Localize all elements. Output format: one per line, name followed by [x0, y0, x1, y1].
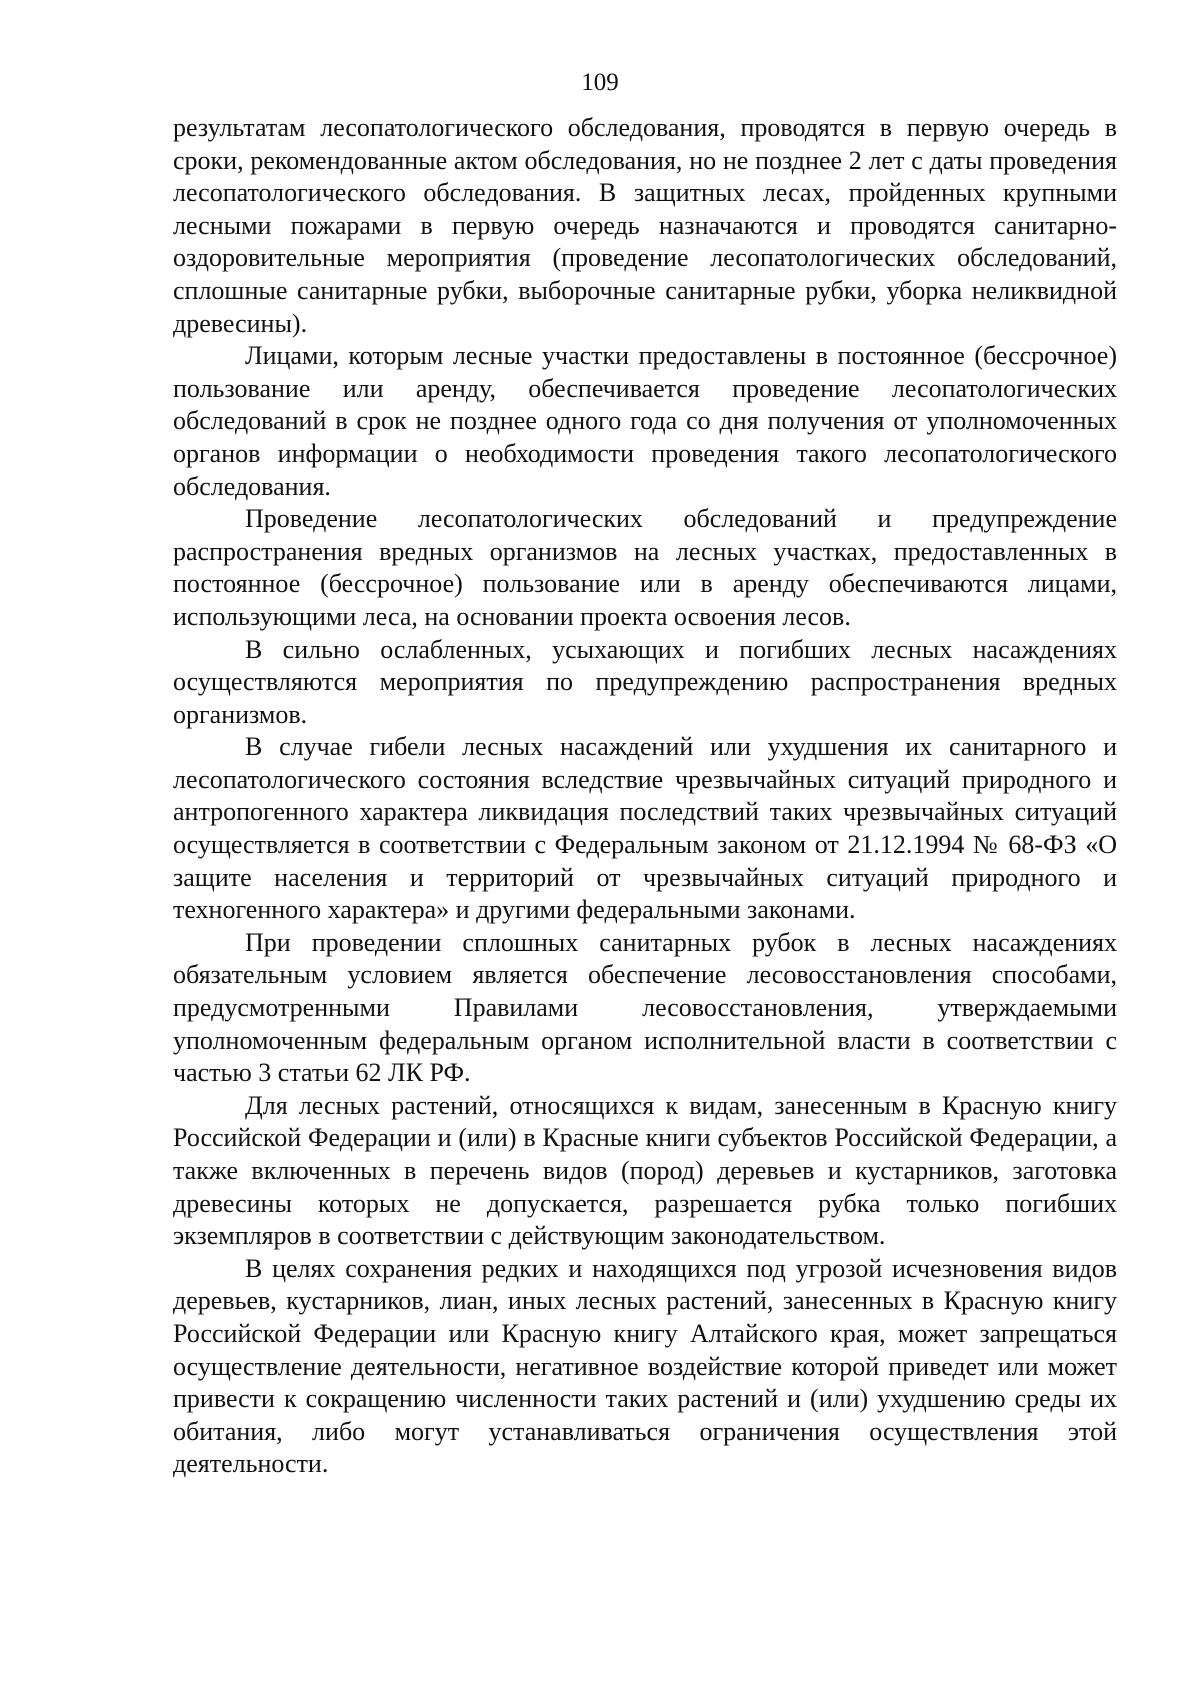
paragraph: Для лесных растений, относящихся к видам, занесенным в Красную книгу Российской Федерации и (или) в Красные книги субъектов Российской Федерации, а также включенных в перечень видов (пород) деревьев и кустарников, заготовка древесины которых не допускается, разрешается рубка только погибших экземпляров в соответствии с действующим законодательством. — [173, 1090, 1117, 1251]
paragraph: При проведении сплошных санитарных рубок в лесных насаждениях обязательным условием является обеспечение лесовосстановления способами, предусмотренными Правилами лесовосстановления, утверждаемыми уполномоченным федеральным органом исполнительной власти в соответствии с частью 3 статьи 62 ЛК РФ. — [173, 927, 1117, 1088]
document-body — [173, 112, 1117, 1481]
page-number: 109 — [581, 69, 619, 96]
paragraph: Лицами, которым лесные участки предоставлены в постоянное (бессрочное) пользование или аренду, обеспечивается проведение лесопатологических обследований в срок не позднее одного года со дня получения от уполномоченных органов информации о необходимости проведения такого лесопатологического обследования. — [173, 341, 1117, 501]
paragraph: В сильно ослабленных, усыхающих и погибших лесных насаждениях осуществляются мероприятия по предупреждению распространения вредных организмов. — [173, 634, 1117, 729]
paragraph-continuation: результатам лесопатологического обследования, проводятся в первую очередь в сроки, рекомендованные актом обследования, но не позднее 2 лет с даты проведения лесопатологического обследования. В защитных лесах, пройденных крупными лесными пожарами в первую очередь назначаются и проводятся санитарно-оздоровительные мероприятия (проведение лесопатологических обследований, сплошные санитарные рубки, выборочные санитарные рубки, уборка неликвидной древесины). — [173, 113, 1117, 338]
paragraph: Проведение лесопатологических обследований и предупреждение распространения вредных организмов на лесных участках, предоставленных в постоянное (бессрочное) пользование или в аренду обеспечиваются лицами, использующими леса, на основании проекта освоения лесов. — [173, 504, 1117, 631]
paragraph: В случае гибели лесных насаждений или ухудшения их санитарного и лесопатологического состояния вследствие чрезвычайных ситуаций природного и антропогенного характера ликвидация последствий таких чрезвычайных ситуаций осуществляется в соответствии с Федеральным законом от 21.12.1994 № 68-ФЗ «О защите населения и территорий от чрезвычайных ситуаций природного и техногенного характера» и другими федеральными законами. — [173, 732, 1117, 925]
paragraph: В целях сохранения редких и находящихся под угрозой исчезновения видов деревьев, кустарников, лиан, иных лесных растений, занесенных в Красную книгу Российской Федерации или Красную книгу Алтайского края, может запрещаться осуществление деятельности, негативное воздействие которой приведет или может привести к сокращению численности таких растений и (или) ухудшению среды их обитания, либо могут устанавливаться ограничения осуществления этой деятельности. — [173, 1253, 1117, 1479]
